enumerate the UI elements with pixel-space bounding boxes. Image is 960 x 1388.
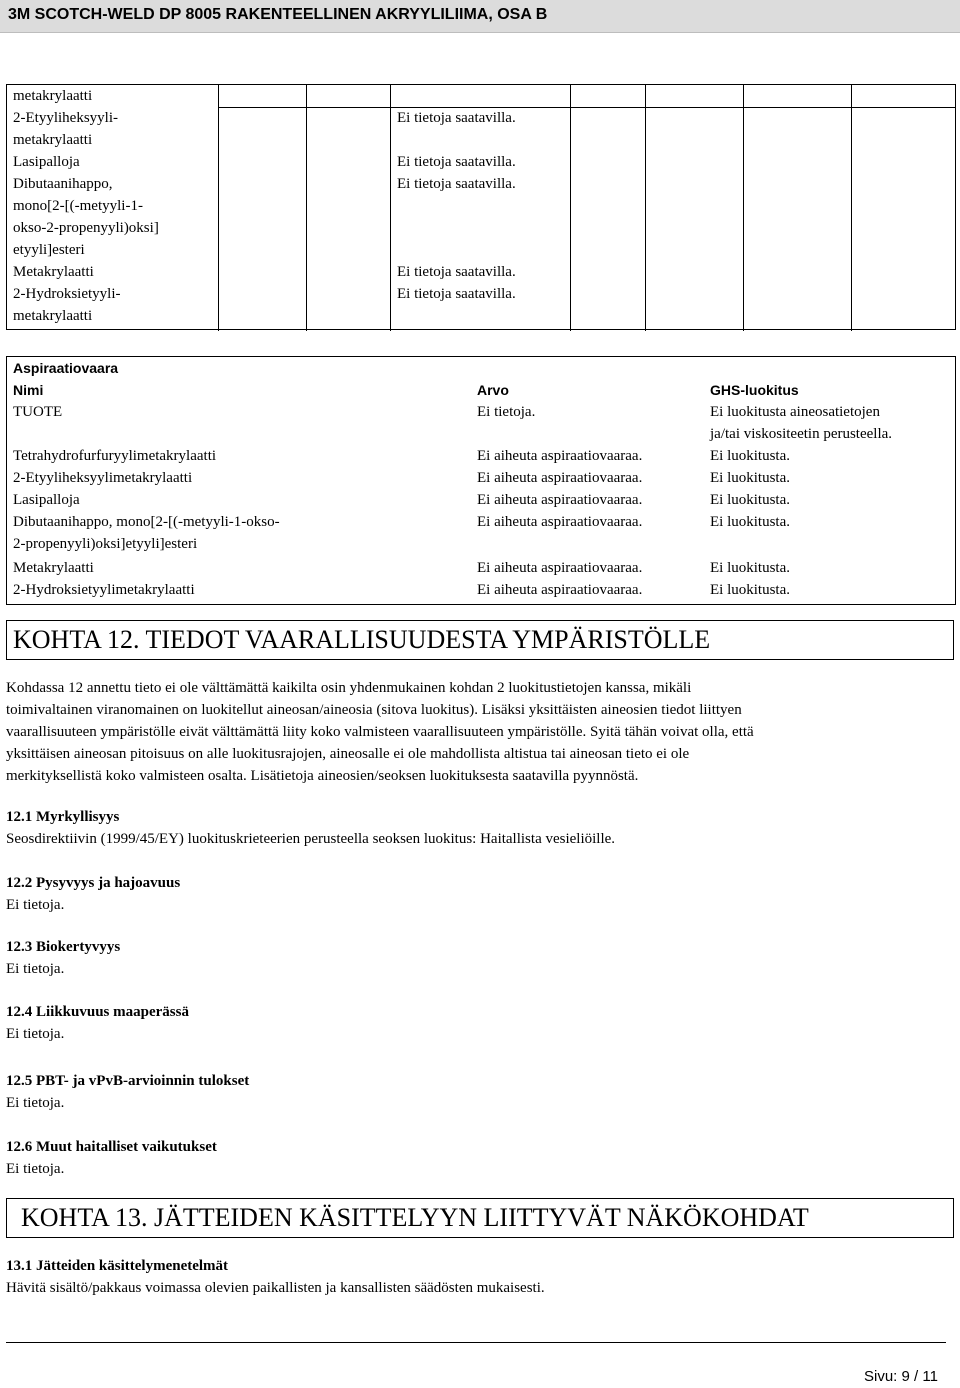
document-header <box>0 0 960 33</box>
table-cell: 2-Etyyliheksyyli- <box>13 110 118 126</box>
section-12-heading: KOHTA 12. TIEDOT VAARALLISUUDESTA YMPÄRISTÖLLE <box>6 620 954 660</box>
table-divider <box>570 85 571 331</box>
paragraph-line: merkityksellistä koko valmisteen osalta. Lisätietoja aineosien/seoksen luokituksesta saatavilla pyynnöstä. <box>6 768 639 784</box>
table-cell: Lasipalloja <box>13 154 80 170</box>
table-cell: TUOTE <box>13 404 63 420</box>
footer-divider <box>6 1342 946 1343</box>
table-cell: Ei aiheuta aspiraatiovaaraa. <box>477 470 643 486</box>
table-cell: Ei tietoja saatavilla. <box>397 264 516 280</box>
table-cell: etyyli]esteri <box>13 242 85 258</box>
table-cell: metakrylaatti <box>13 132 93 148</box>
subsection-text: Ei tietoja. <box>6 1161 65 1177</box>
table-cell: 2-Hydroksietyylimetakrylaatti <box>13 582 195 598</box>
subsection-text: Hävitä sisältö/pakkaus voimassa olevien paikallisten ja kansallisten säädösten mukaisesti. <box>6 1280 545 1296</box>
table-divider <box>390 85 391 331</box>
table-cell: Ei luokitusta. <box>710 582 790 598</box>
subsection-title: 12.4 Liikkuvuus maaperässä <box>6 1004 189 1020</box>
subsection-title: 12.5 PBT- ja vPvB-arvioinnin tulokset <box>6 1073 250 1089</box>
table-divider <box>743 85 744 331</box>
table-cell: Ei aiheuta aspiraatiovaaraa. <box>477 514 643 530</box>
table-cell: ja/tai viskositeetin perusteella. <box>710 426 893 442</box>
subsection-text: Ei tietoja. <box>6 1095 65 1111</box>
table-cell: Ei tietoja saatavilla. <box>397 154 516 170</box>
table-cell: Dibutaanihappo, <box>13 176 113 192</box>
table-divider <box>218 85 219 331</box>
table-cell: Ei luokitusta. <box>710 560 790 576</box>
table-cell: Ei luokitusta. <box>710 492 790 508</box>
table-cell: Ei tietoja saatavilla. <box>397 286 516 302</box>
column-header-name: Nimi <box>13 382 44 398</box>
subsection-title: 12.3 Biokertyvyys <box>6 939 121 955</box>
table-cell: 2-Hydroksietyyli- <box>13 286 121 302</box>
table-divider <box>218 107 955 108</box>
table-cell: okso-2-propenyyli)oksi] <box>13 220 159 236</box>
paragraph-line: yksittäisen aineosan pitoisuus on alle luokitusrajojen, aineosalle ei ole mahdollista altistua tai aineosan tieto ei ole <box>6 746 690 762</box>
table-cell: Ei tietoja saatavilla. <box>397 110 516 126</box>
subsection-title: 12.2 Pysyvyys ja hajoavuus <box>6 875 181 891</box>
table-cell: Ei aiheuta aspiraatiovaaraa. <box>477 560 643 576</box>
table-cell: Tetrahydrofurfuryylimetakrylaatti <box>13 448 217 464</box>
table-cell: Lasipalloja <box>13 492 80 508</box>
table-cell: Dibutaanihappo, mono[2-[(-metyyli-1-okso- <box>13 514 280 530</box>
table-cell: mono[2-[(-metyyli-1- <box>13 198 143 214</box>
table-cell: Ei aiheuta aspiraatiovaaraa. <box>477 448 643 464</box>
table-divider <box>851 85 852 331</box>
table-cell: Metakrylaatti <box>13 264 94 280</box>
subsection-text: Ei tietoja. <box>6 897 65 913</box>
column-header-value: Arvo <box>477 382 509 398</box>
document-title: 3M SCOTCH-WELD DP 8005 RAKENTEELLINEN AKRYYLILIIMA, OSA B <box>8 6 548 23</box>
paragraph-line: toimivaltainen viranomainen on luokitellut aineosan/aineosia (sitova luokitus). Lisäksi yksittäisten aineosien tiedot liittyen <box>6 702 742 718</box>
table-cell: Ei aiheuta aspiraatiovaaraa. <box>477 492 643 508</box>
table-cell: metakrylaatti <box>13 308 93 324</box>
table-cell: Ei tietoja saatavilla. <box>397 176 516 192</box>
subsection-title: 13.1 Jätteiden käsittelymenetelmät <box>6 1258 229 1274</box>
table-cell: Metakrylaatti <box>13 560 94 576</box>
table-cell: Ei luokitusta aineosatietojen <box>710 404 880 420</box>
subsection-title: 12.6 Muut haitalliset vaikutukset <box>6 1139 217 1155</box>
table-divider <box>645 85 646 331</box>
column-header-ghs: GHS-luokitus <box>710 382 799 398</box>
table-cell: metakrylaatti <box>13 88 93 104</box>
aspiration-table <box>6 356 956 605</box>
table-cell: Ei luokitusta. <box>710 514 790 530</box>
table-cell: Ei luokitusta. <box>710 448 790 464</box>
paragraph-line: Kohdassa 12 annettu tieto ei ole välttämättä kaikilta osin yhdenmukainen kohdan 2 luokitustietojen kanssa, mikäli <box>6 680 692 696</box>
page-number: Sivu: 9 / 11 <box>864 1368 938 1385</box>
subsection-text: Ei tietoja. <box>6 1026 65 1042</box>
table-cell: Ei luokitusta. <box>710 470 790 486</box>
table-cell: 2-Etyyliheksyylimetakrylaatti <box>13 470 193 486</box>
aspiration-title: Aspiraatiovaara <box>13 360 119 376</box>
paragraph-line: vaarallisuuteen ympäristölle eivät välttämättä liity koko valmisteen vaarallisuuteen ympäristölle. Syitä tähän voivat olla, että <box>6 724 754 740</box>
subsection-text: Seosdirektiivin (1999/45/EY) luokituskrieteerien perusteella seoksen luokitus: Haitallista vesieliöille. <box>6 831 616 847</box>
table-cell: Ei tietoja. <box>477 404 536 420</box>
subsection-text: Ei tietoja. <box>6 961 65 977</box>
toxicity-table <box>6 84 956 330</box>
table-cell: 2-propenyyli)oksi]etyyli]esteri <box>13 536 198 552</box>
table-divider <box>306 85 307 331</box>
table-cell: Ei aiheuta aspiraatiovaaraa. <box>477 582 643 598</box>
section-13-heading: KOHTA 13. JÄTTEIDEN KÄSITTELYYN LIITTYVÄT NÄKÖKOHDAT <box>6 1198 954 1238</box>
subsection-title: 12.1 Myrkyllisyys <box>6 809 120 825</box>
